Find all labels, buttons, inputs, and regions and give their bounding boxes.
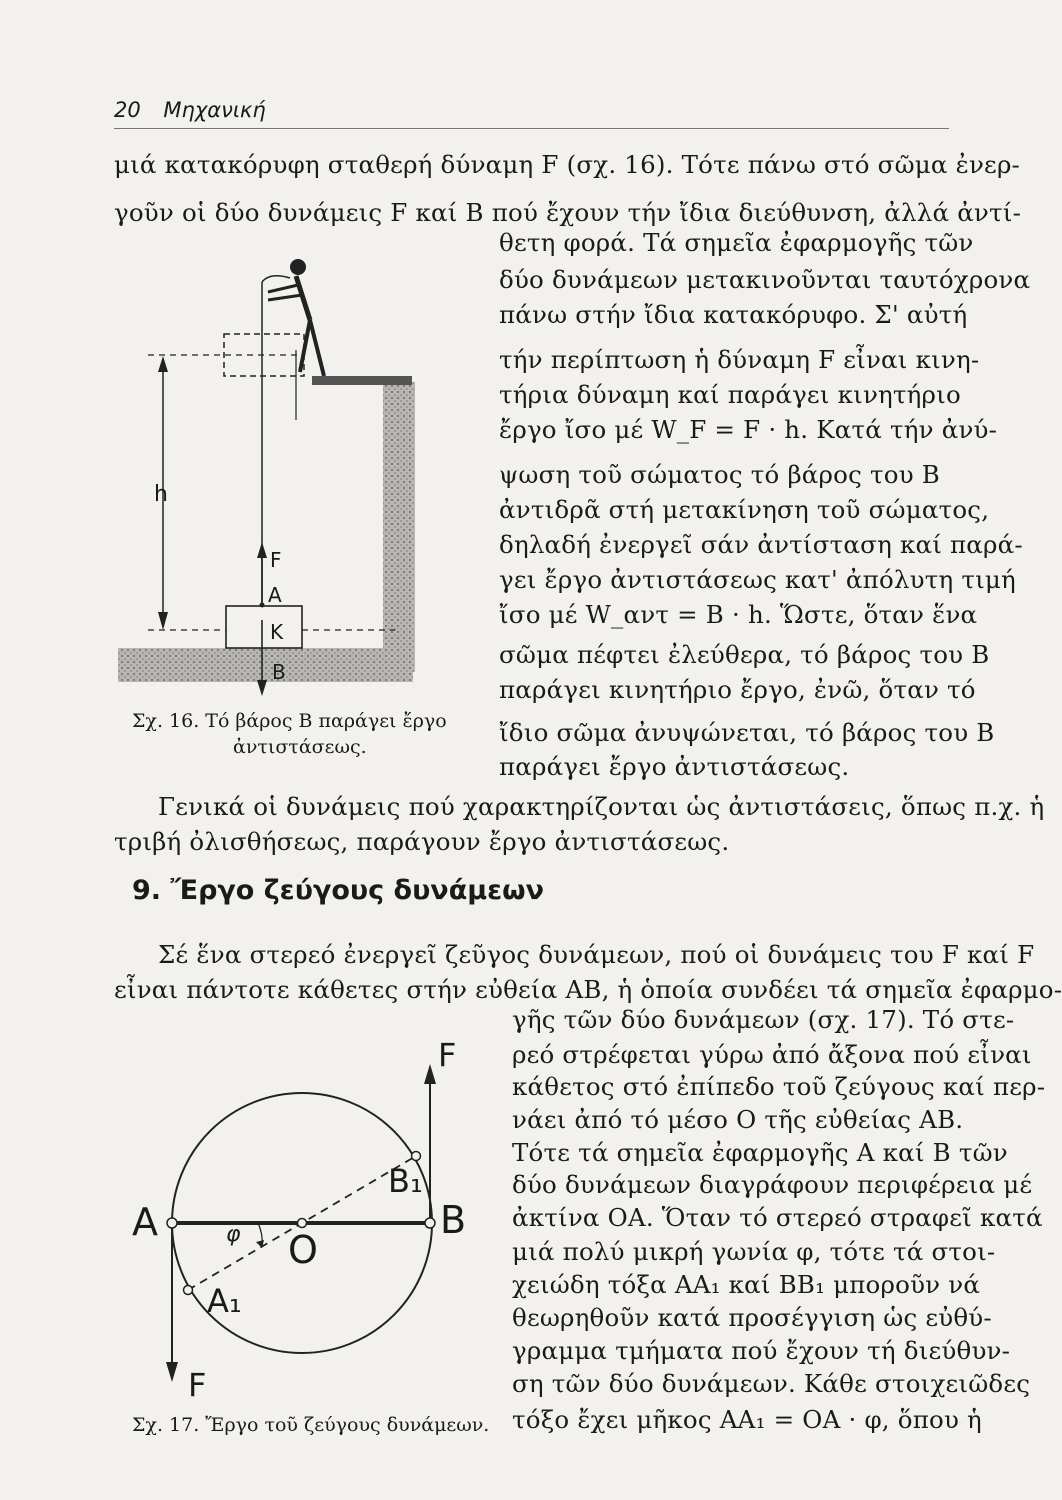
section-line-14: ση τῶν δύο δυνάμεων. Κάθε στοιχειῶδες bbox=[512, 1369, 1031, 1398]
body-line-17: παράγει ἔργο ἀντιστάσεως. bbox=[499, 752, 850, 781]
section-line-13: γραμμα τμήματα πού ἔχουν τή διεύθυν- bbox=[512, 1336, 1011, 1365]
body-line-8: ἔργο ἴσο μέ W_F = F · h. Κατά τήν ἀνύ- bbox=[499, 415, 998, 444]
body-line-18: Γενικά οἱ δυνάμεις πού χαρακτηρίζονται ὡς ἀντιστάσεις, ὅπως π.χ. ἡ bbox=[158, 792, 1045, 821]
section-line-11: χειώδη τόξα AA₁ καί BB₁ μποροῦν νά bbox=[512, 1270, 981, 1299]
section-line-12: θεωρηθοῦν κατά προσέγγιση ὡς εὐθύ- bbox=[512, 1303, 992, 1332]
body-line-5: πάνω στήν ἴδια κατακόρυφο. Σ' αὐτή bbox=[499, 300, 968, 329]
fig16-caption-line1: Σχ. 16. Τό βάρος B παράγει ἔργο bbox=[132, 710, 447, 732]
body-line-15: παράγει κινητήριο ἔργο, ἐνῶ, ὅταν τό bbox=[499, 675, 976, 704]
fig16-caption-line2: ἀντιστάσεως. bbox=[233, 736, 367, 758]
fig17-label-B1: B₁ bbox=[388, 1162, 423, 1200]
body-line-3: θετη φορά. Τά σημεῖα ἐφαρμογῆς τῶν bbox=[499, 228, 974, 257]
fig16-label-F: F bbox=[270, 548, 282, 572]
section-line-7: Τότε τά σημεῖα ἐφαρμογῆς A καί B τῶν bbox=[512, 1138, 1008, 1167]
body-line-2: γοῦν οἱ δύο δυνάμεις F καί B πού ἔχουν τήν ἴδια διεύθυνση, ἀλλά ἀντί- bbox=[114, 198, 1022, 227]
fig17-label-A1: A₁ bbox=[207, 1282, 242, 1320]
section-line-5: κάθετος στό ἐπίπεδο τοῦ ζεύγους καί περ- bbox=[512, 1072, 1046, 1101]
body-line-19: τριβή ὀλισθήσεως, παράγουν ἔργο ἀντιστάσεως. bbox=[114, 827, 730, 856]
section-line-8: δύο δυνάμεων διαγράφουν περιφέρεια μέ bbox=[512, 1170, 1033, 1199]
fig16-label-h: h bbox=[154, 482, 168, 507]
section-line-3: γῆς τῶν δύο δυνάμεων (σχ. 17). Τό στε- bbox=[512, 1005, 1015, 1034]
body-line-6: τήν περίπτωση ἡ δύναμη F εἶναι κινη- bbox=[499, 345, 980, 374]
page-number: 20 bbox=[114, 98, 141, 122]
body-line-7: τήρια δύναμη καί παράγει κινητήριο bbox=[499, 380, 961, 409]
body-line-14: σῶμα πέφτει ἐλεύθερα, τό βάρος του B bbox=[499, 640, 990, 669]
body-line-16: ἴδιο σῶμα ἀνυψώνεται, τό βάρος του B bbox=[499, 718, 995, 747]
running-title: Μηχανική bbox=[163, 98, 266, 122]
fig16-label-A: A bbox=[268, 583, 282, 607]
body-line-1: μιά κατακόρυφη σταθερή δύναμη F (σχ. 16). Τότε πάνω στό σῶμα ἐνερ- bbox=[114, 150, 1021, 179]
section-heading: 9. Ἔργο ζεύγους δυνάμεων bbox=[132, 875, 545, 906]
body-line-13: ἴσο μέ W_αντ = B · h. Ὥστε, ὅταν ἕνα bbox=[499, 600, 978, 629]
body-line-11: δηλαδή ἐνεργεῖ σάν ἀντίσταση καί παρά- bbox=[499, 530, 1023, 559]
fig16-label-K: K bbox=[270, 620, 284, 644]
section-line-15: τόξο ἔχει μῆκος AA₁ = OA · φ, ὅπου ἡ bbox=[512, 1405, 982, 1434]
fig17-label-O: O bbox=[288, 1228, 318, 1272]
body-line-12: γει ἔργο ἀντιστάσεως κατ' ἀπόλυτη τιμή bbox=[499, 565, 1016, 594]
section-line-1: Σέ ἕνα στερεό ἐνεργεῖ ζεῦγος δυνάμεων, πού οἱ δυνάμεις του F καί F bbox=[158, 940, 1035, 969]
fig17-label-A: A bbox=[132, 1200, 158, 1244]
section-line-2: εἶναι πάντοτε κάθετες στήν εὐθεία AB, ἡ ὁποία συνδέει τά σημεῖα ἐφαρμο- bbox=[114, 975, 1062, 1004]
body-line-9: ψωση τοῦ σώματος τό βάρος του B bbox=[499, 460, 941, 489]
section-line-9: ἀκτίνα OA. Ὅταν τό στερεό στραφεῖ κατά bbox=[512, 1203, 1043, 1232]
section-line-10: μιά πολύ μικρή γωνία φ, τότε τά στοι- bbox=[512, 1237, 996, 1266]
fig17-label-phi: φ bbox=[226, 1222, 241, 1247]
section-line-4: ρεό στρέφεται γύρω ἀπό ἄξονα πού εἶναι bbox=[512, 1040, 1032, 1069]
body-line-4: δύο δυνάμεων μετακινοῦνται ταυτόχρονα bbox=[499, 265, 1031, 294]
section-line-6: νάει ἀπό τό μέσο O τῆς εὐθείας AB. bbox=[512, 1105, 964, 1134]
fig17-label-F-bottom: F bbox=[188, 1366, 207, 1404]
fig17-label-B: B bbox=[440, 1198, 467, 1242]
body-line-10: ἀντιδρᾶ στή μετακίνηση τοῦ σώματος, bbox=[499, 495, 990, 524]
fig16-label-B: B bbox=[272, 660, 286, 684]
fig17-label-F-top: F bbox=[438, 1036, 457, 1074]
fig17-caption: Σχ. 17. Ἔργο τοῦ ζεύγους δυνάμεων. bbox=[132, 1414, 490, 1436]
